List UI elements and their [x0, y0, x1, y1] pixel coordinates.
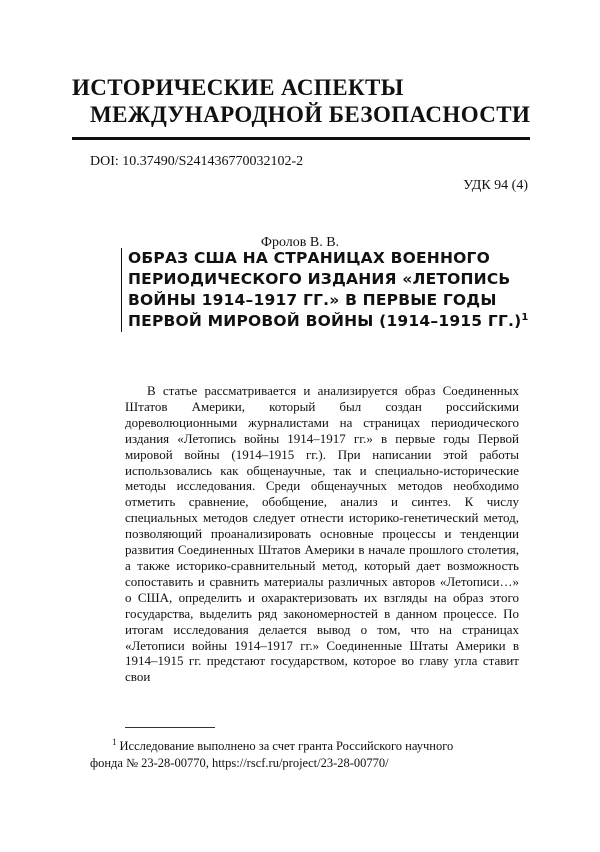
footnote-rule [125, 727, 215, 728]
footnote [90, 738, 520, 772]
footnote-text-line2: фонда № 23-28-00770, https://rscf.ru/project/23-28-00770/ [90, 756, 389, 770]
udk-code: УДК 94 (4) [463, 178, 528, 193]
section-title-line1: ИСТОРИЧЕСКИЕ АСПЕКТЫ [72, 75, 404, 100]
doi: DOI: 10.37490/S241436770032102-2 [90, 154, 304, 169]
author-name: Фролов В. В. [260, 235, 340, 250]
article-title [128, 248, 538, 332]
footnote-mark: 1 [112, 736, 117, 747]
article-title-text: ОБРАЗ США НА СТРАНИЦАХ ВОЕННОГО ПЕРИОДИЧЕСКОГО ИЗДАНИЯ «ЛЕТОПИСЬ ВОЙНЫ 1914–1917 ГГ.» В ПЕРВЫЕ ГОДЫ ПЕРВОЙ МИРОВОЙ ВОЙНЫ (1914–1915 ГГ.) [128, 249, 522, 330]
abstract: В статье рассматривается и анализируется образ Соединенных Штатов Америки, который был создан российскими дореволюционными журналистами на страницах периодического издания «Летопись войны 1914–1917 гг.» в первые годы Первой мировой войны (1914–1915 гг.). При написании этой работы использовались как общенаучные, так и специально-исторические методы исследования. Среди общенаучных методов необходимо отметить сравнение, обобщение, анализ и синтез. К числу специальных методов следует отнести историко-генетический метод, позволяющий проанализировать основные процессы и тенденции развития Соединенных Штатов Америки в начале прошлого столетия, а также историко-сравнительный метод, который дает возможность сопоставить и сравнить материалы различных авторов «Летописи…» о США, определить и охарактеризовать их взгляды на образ этого государства, выделить ряд закономерностей в данном процессе. По итогам исследования делается вывод о том, что на страницах «Летописи войны 1914–1917 гг.» Соединенные Штаты Америки в 1914–1915 гг. предстают государством, которое во главу угла ставит свои [125, 383, 519, 685]
section-title-line2: МЕЖДУНАРОДНОЙ БЕЗОПАСНОСТИ [90, 102, 531, 127]
section-title-rule [72, 137, 530, 140]
footnote-line1 [90, 738, 520, 755]
footnote-reference: 1 [521, 311, 529, 323]
article-title-block [121, 248, 538, 332]
section-title [72, 74, 542, 128]
footnote-text-line1: Исследование выполнено за счет гранта Российского научного [119, 739, 454, 753]
